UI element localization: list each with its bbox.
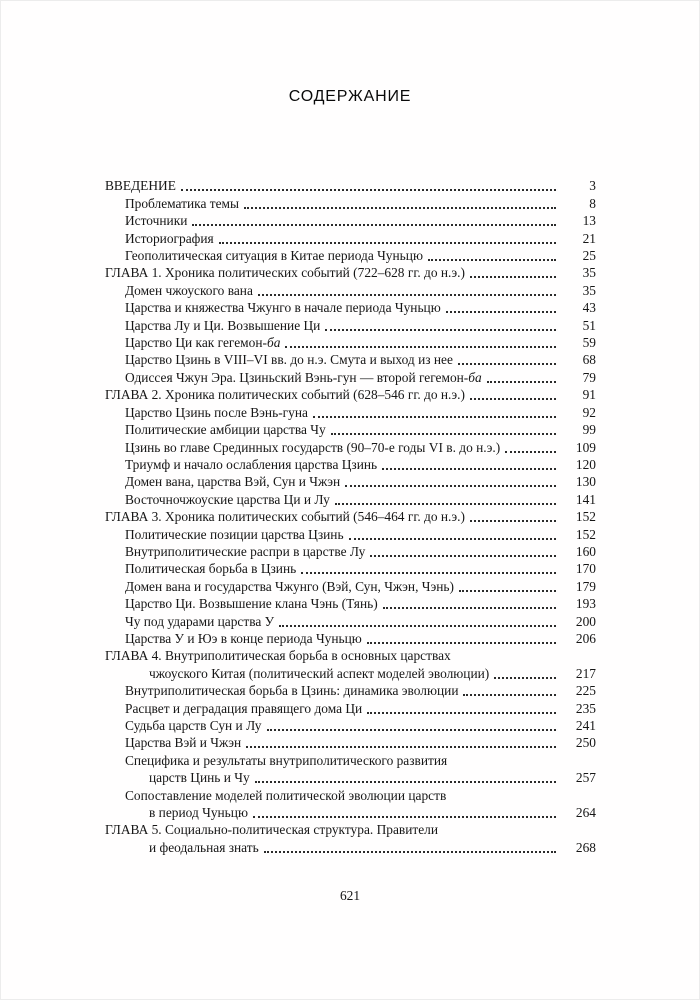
- toc-entry-text: ГЛАВА 5. Социально-политическая структура. Правители: [105, 822, 439, 838]
- toc-leader-dots: [383, 607, 556, 609]
- toc-entry-line: [105, 699, 596, 716]
- toc-leader-dots: [181, 189, 556, 191]
- toc-entry-text: и феодальная знать: [149, 839, 259, 855]
- toc-entry-page: 68: [582, 352, 596, 368]
- toc-entry-text: Царство Ци как гегемон-ба: [125, 335, 281, 351]
- toc-leader-dots: [349, 538, 556, 540]
- toc-entry-text: Восточночжоуские царства Ци и Лу: [125, 491, 330, 507]
- toc-entry-line: [105, 473, 596, 490]
- toc-entry-page: 141: [575, 491, 596, 507]
- toc-entry-text: ГЛАВА 3. Хроника политических событий (546–464 гг. до н.э.): [105, 509, 465, 525]
- toc-leader-dots: [267, 729, 556, 731]
- toc-entry-text: Триумф и начало ослабления царства Цзинь: [125, 456, 378, 472]
- toc-entry-text: Царства У и Юэ в конце периода Чуньцю: [125, 630, 362, 646]
- toc-leader-dots: [367, 712, 556, 714]
- toc-entry-text: Цзинь во главе Срединных государств (90–70-е годы VI в. до н.э.): [125, 439, 501, 455]
- toc-entry-page: 160: [575, 543, 596, 559]
- toc-entry-line: [105, 647, 596, 664]
- toc-leader-dots: [428, 259, 556, 261]
- toc-leader-dots: [459, 590, 556, 592]
- toc-entry-text: Политические амбиции царства Чу: [125, 422, 326, 438]
- toc-leader-dots: [370, 555, 556, 557]
- toc-entry-line: [105, 786, 596, 803]
- toc-leader-dots: [255, 781, 556, 783]
- toc-entry-text: Домен вана и государства Чжунго (Вэй, Сун, Чжэн, Чэнь): [125, 578, 454, 594]
- toc-entry-text: Одиссея Чжун Эра. Цзиньский Вэнь-гун — второй гегемон-ба: [125, 369, 482, 385]
- toc-entry-page: 35: [582, 265, 596, 281]
- toc-entry-page: 235: [575, 700, 596, 716]
- toc-leader-dots: [325, 329, 556, 331]
- toc-entry-text: Чу под ударами царства У: [125, 613, 275, 629]
- toc-entry-line: [105, 717, 596, 734]
- toc-leader-dots: [335, 503, 556, 505]
- toc-entry-page: 152: [575, 526, 596, 542]
- toc-entry-page: 170: [575, 561, 596, 577]
- toc-entry-line: [105, 334, 596, 351]
- toc-entry-line: [105, 838, 596, 855]
- toc-entry-line: [105, 194, 596, 211]
- toc-leader-dots: [470, 520, 556, 522]
- toc-entry-page: 241: [575, 718, 596, 733]
- toc-entry-page: 35: [582, 282, 596, 298]
- toc-leader-dots: [264, 851, 556, 853]
- toc-entry-page: 59: [582, 335, 596, 351]
- toc-leader-dots: [244, 207, 556, 209]
- toc-entry-line: [105, 368, 596, 385]
- toc-entry-text: ГЛАВА 1. Хроника политических событий (722–628 гг. до н.э.): [105, 265, 465, 281]
- toc-entry-page: 51: [582, 317, 596, 333]
- toc-entry-text: Судьба царств Сун и Лу: [125, 718, 262, 733]
- toc-entry-page: 264: [575, 805, 596, 821]
- toc-entry-text: в период Чуньцю: [149, 805, 248, 821]
- toc-entry-line: [105, 281, 596, 298]
- toc-leader-dots: [313, 416, 556, 418]
- toc-leader-dots: [458, 363, 556, 365]
- toc-entry-page: 43: [582, 300, 596, 316]
- toc-entry-text: царств Цинь и Чу: [149, 770, 250, 786]
- toc-leader-dots: [463, 694, 556, 696]
- toc-entry-line: [105, 299, 596, 316]
- toc-leader-dots: [285, 346, 556, 348]
- toc-leader-dots: [494, 677, 556, 679]
- toc-entry-page: 257: [575, 770, 596, 786]
- toc-entry-page: 200: [575, 613, 596, 629]
- toc-entry-line: [105, 351, 596, 368]
- toc-entry-text: чжоуского Китая (политический аспект моделей эволюции): [149, 665, 490, 681]
- toc-entry-line: [105, 212, 596, 229]
- toc-entry-text: Царства Вэй и Чжэн: [125, 735, 242, 751]
- toc-entry-page: 193: [575, 596, 596, 612]
- toc-entry-line: [105, 386, 596, 403]
- toc-list: [105, 177, 596, 856]
- toc-leader-dots: [279, 625, 556, 627]
- toc-entry-page: 268: [575, 839, 596, 855]
- toc-leader-dots: [470, 398, 556, 400]
- toc-leader-dots: [192, 224, 556, 226]
- toc-entry-page: 13: [582, 213, 596, 229]
- toc-entry-line: [105, 229, 596, 246]
- toc-entry-text: Царство Ци. Возвышение клана Чэнь (Тянь): [125, 596, 378, 612]
- toc-leader-dots: [470, 276, 556, 278]
- toc-entry-text: Царство Цзинь в VIII–VI вв. до н.э. Смута и выход из нее: [125, 352, 453, 368]
- toc-entry-page: 3: [589, 178, 596, 194]
- toc-entry-page: 225: [575, 683, 596, 699]
- toc-leader-dots: [331, 433, 556, 435]
- toc-entry-text: Источники: [125, 213, 188, 229]
- toc-entry-line: [105, 612, 596, 629]
- toc-leader-dots: [253, 816, 556, 818]
- toc-entry-page: 92: [582, 404, 596, 420]
- toc-entry-text: Проблематика темы: [125, 195, 240, 211]
- toc-entry-line: [105, 438, 596, 455]
- toc-entry-line: [105, 804, 596, 821]
- toc-entry-line: [105, 456, 596, 473]
- toc-entry-line: [105, 177, 596, 194]
- toc-entry-line: [105, 751, 596, 768]
- toc-entry-page: 91: [582, 387, 596, 403]
- toc-entry-line: [105, 543, 596, 560]
- toc-entry-page: 152: [575, 509, 596, 525]
- toc-entry-text: Политическая борьба в Цзинь: [125, 561, 297, 577]
- toc-leader-dots: [258, 294, 556, 296]
- toc-entry-page: 250: [575, 735, 596, 751]
- toc-entry-line: [105, 421, 596, 438]
- toc-entry-text: Внутриполитические распри в царстве Лу: [125, 543, 366, 559]
- toc-entry-line: [105, 595, 596, 612]
- toc-leader-dots: [505, 451, 556, 453]
- page-title: СОДЕРЖАНИЕ: [288, 88, 412, 105]
- toc-entry-line: [105, 630, 596, 647]
- toc-leader-dots: [345, 485, 556, 487]
- toc-entry-page: 8: [589, 195, 596, 211]
- toc-entry-page: 25: [582, 248, 596, 264]
- toc-entry-text: Домен вана, царства Вэй, Сун и Чжэн: [125, 474, 341, 490]
- toc-entry-page: 217: [575, 665, 596, 681]
- toc-leader-dots: [446, 311, 556, 313]
- toc-entry-text: Сопоставление моделей политической эволюции царств: [125, 787, 447, 803]
- toc-leader-dots: [487, 381, 556, 383]
- page-number-footer: 621: [339, 888, 361, 903]
- toc-entry-line: [105, 508, 596, 525]
- toc-entry-page: 99: [582, 422, 596, 438]
- toc-entry-line: [105, 664, 596, 681]
- toc-entry-line: [105, 577, 596, 594]
- toc-entry-line: [105, 769, 596, 786]
- toc-entry-page: 79: [582, 369, 596, 385]
- toc-entry-line: [105, 525, 596, 542]
- toc-entry-line: [105, 490, 596, 507]
- toc-entry-text: Политические позиции царства Цзинь: [125, 526, 344, 542]
- toc-leader-dots: [367, 642, 556, 644]
- toc-entry-text: Внутриполитическая борьба в Цзинь: динамика эволюции: [125, 683, 459, 699]
- toc-entry-page: 21: [582, 230, 596, 246]
- toc-leader-dots: [301, 572, 556, 574]
- toc-entry-text: Домен чжоуского вана: [125, 282, 253, 298]
- toc-entry-line: [105, 682, 596, 699]
- toc-entry-page: 130: [575, 474, 596, 490]
- toc-entry-line: [105, 560, 596, 577]
- toc-entry-text: Расцвет и деградация правящего дома Ци: [125, 700, 363, 716]
- toc-entry-line: [105, 247, 596, 264]
- toc-entry-page: 109: [575, 439, 596, 455]
- toc-entry-text: Историография: [125, 230, 214, 246]
- toc-entry-line: [105, 734, 596, 751]
- toc-entry-text: Царства Лу и Ци. Возвышение Ци: [125, 317, 321, 333]
- toc-entry-text: ВВЕДЕНИЕ: [105, 178, 176, 194]
- toc-entry-line: [105, 403, 596, 420]
- toc-entry-text: Специфика и результаты внутриполитического развития: [125, 752, 448, 768]
- toc-leader-dots: [382, 468, 556, 470]
- toc-entry-line: [105, 316, 596, 333]
- toc-entry-page: 206: [575, 630, 596, 646]
- toc-entry-text: ГЛАВА 2. Хроника политических событий (628–546 гг. до н.э.): [105, 387, 465, 403]
- toc-entry-text: Царство Цзинь после Вэнь-гуна: [125, 404, 308, 420]
- toc-entry-line: [105, 821, 596, 838]
- toc-entry-page: 179: [575, 578, 596, 594]
- toc-leader-dots: [219, 242, 556, 244]
- toc-entry-text: ГЛАВА 4. Внутриполитическая борьба в основных царствах: [105, 648, 451, 664]
- toc-entry-line: [105, 264, 596, 281]
- toc-entry-text: Царства и княжества Чжунго в начале периода Чуньцю: [125, 300, 441, 316]
- toc-entry-page: 120: [575, 456, 596, 472]
- toc-leader-dots: [246, 746, 556, 748]
- toc-entry-text: Геополитическая ситуация в Китае периода Чуньцю: [125, 248, 423, 264]
